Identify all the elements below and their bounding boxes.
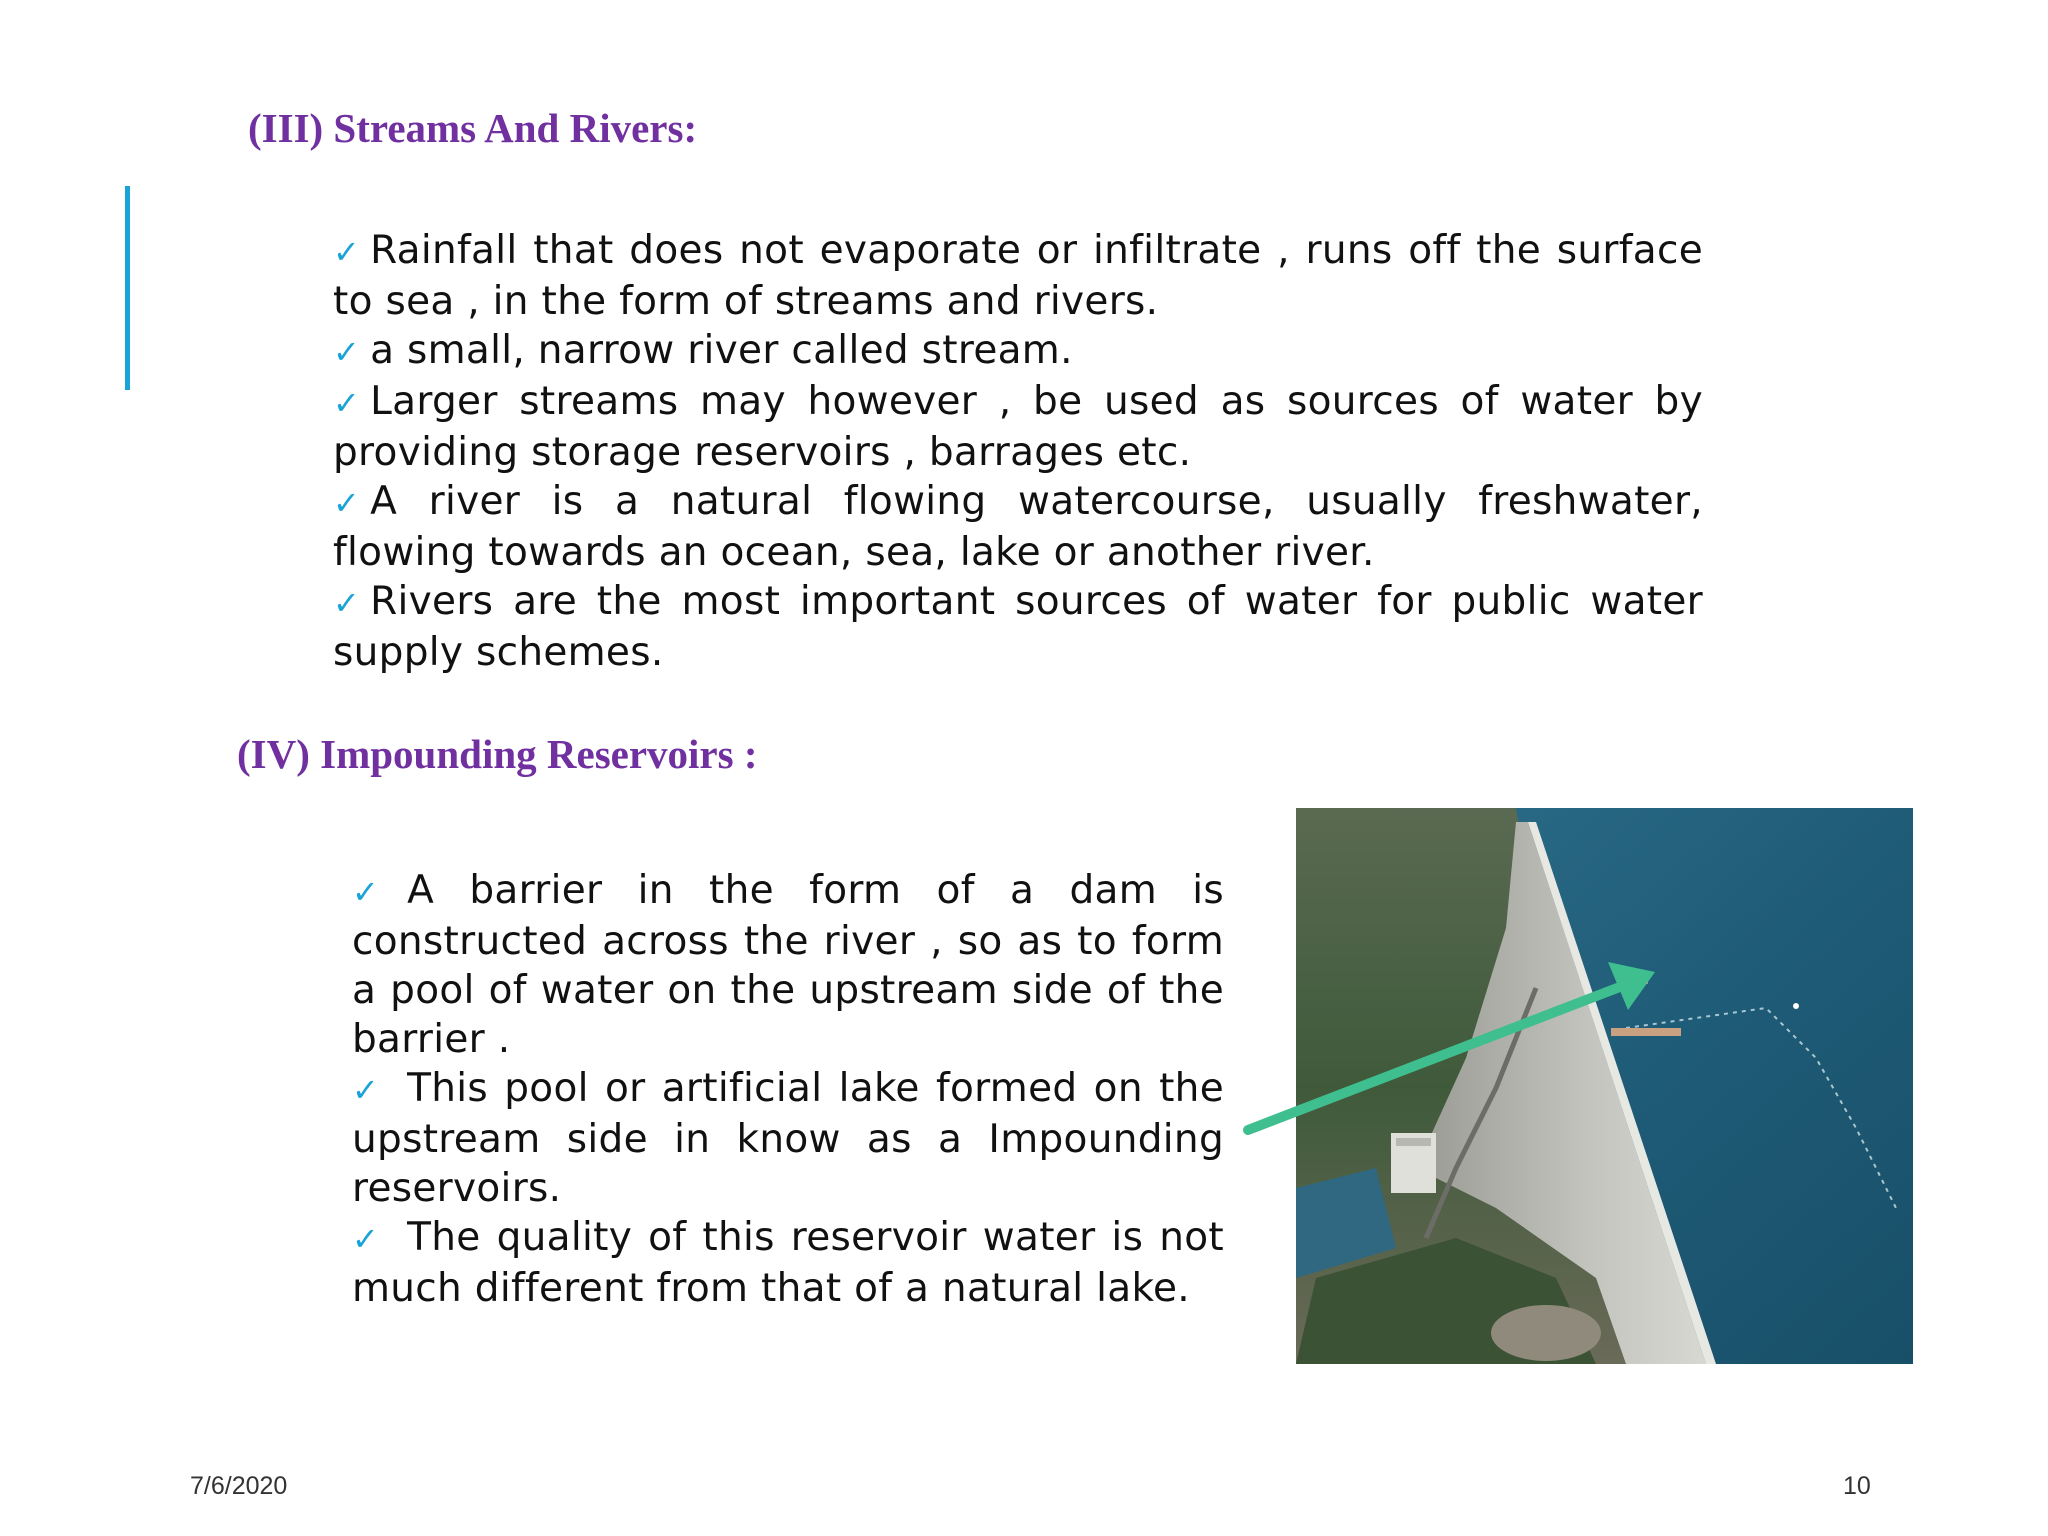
bullet-text: Rivers are the most important sources of water for public water supply schemes.	[333, 579, 1703, 675]
bullet-text: a small, narrow river called stream.	[370, 328, 1073, 373]
footer-date: 7/6/2020	[190, 1472, 288, 1500]
checkmark-icon: ✓	[333, 584, 361, 622]
checkmark-icon: ✓	[352, 1071, 380, 1109]
checkmark-icon: ✓	[333, 484, 361, 522]
checkmark-icon: ✓	[333, 233, 361, 271]
page-number: 10	[1843, 1472, 1871, 1500]
streams-bullet-list	[333, 226, 1703, 677]
list-item	[352, 1064, 1224, 1213]
reservoirs-bullet-list	[352, 866, 1224, 1313]
section-title-streams-rivers: (III) Streams And Rivers:	[248, 105, 698, 151]
list-item	[352, 1213, 1224, 1313]
list-item	[333, 377, 1703, 477]
list-item	[333, 326, 1703, 377]
list-item	[333, 577, 1703, 677]
bullet-text: A river is a natural flowing watercourse, usually freshwater, flowing towards an ocean, sea, lake or another river.	[333, 479, 1703, 575]
section-title-impounding-reservoirs: (IV) Impounding Reservoirs :	[237, 731, 758, 777]
arrow-icon	[1230, 950, 1670, 1150]
checkmark-icon: ✓	[333, 384, 361, 422]
bullet-text: A barrier in the form of a dam is constructed across the river , so as to form a pool of water on the upstream side of the barrier .	[352, 868, 1224, 1062]
bullet-text: Rainfall that does not evaporate or infiltrate , runs off the surface to sea , in the form of streams and rivers.	[333, 228, 1703, 324]
accent-bar	[125, 186, 130, 390]
bullet-text: The quality of this reservoir water is not much different from that of a natural lake.	[352, 1215, 1224, 1311]
checkmark-icon: ✓	[352, 1220, 380, 1258]
checkmark-icon: ✓	[333, 333, 361, 371]
bullet-text: This pool or artificial lake formed on the upstream side in know as a Impounding reservoirs.	[352, 1066, 1224, 1211]
checkmark-icon: ✓	[352, 873, 380, 911]
list-item	[333, 226, 1703, 326]
list-item	[333, 477, 1703, 577]
list-item	[352, 866, 1224, 1064]
bullet-text: Larger streams may however , be used as sources of water by providing storage reservoirs , barrages etc.	[333, 379, 1703, 475]
